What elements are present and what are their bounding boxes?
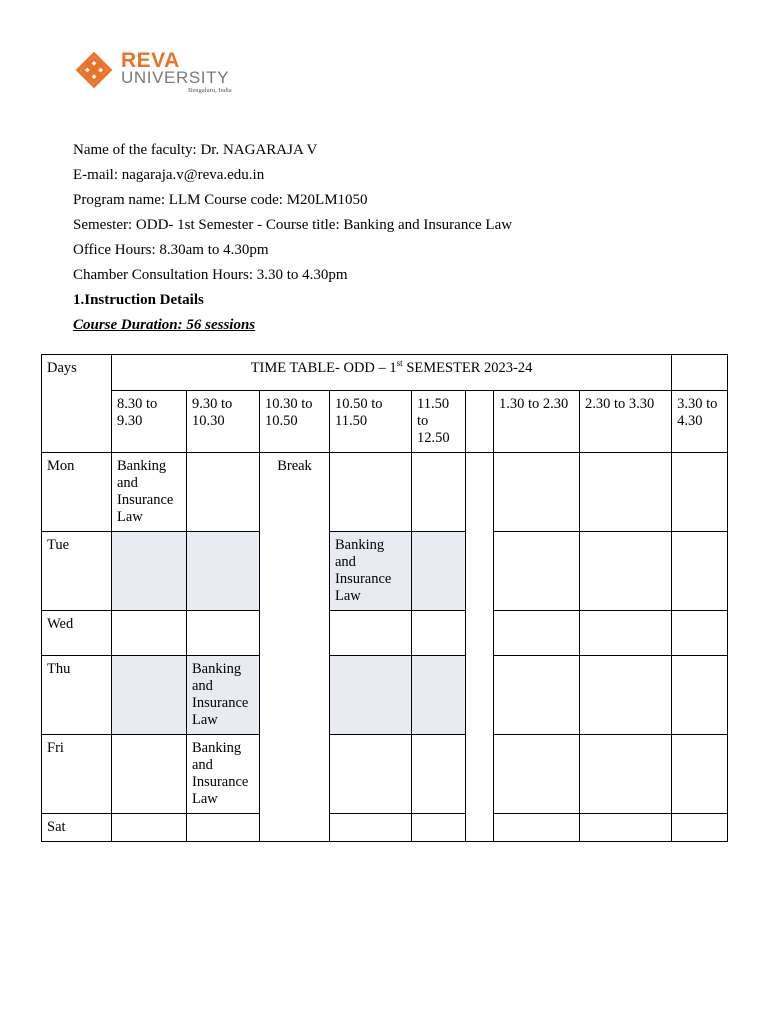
empty-cell (672, 735, 728, 814)
empty-cell (494, 611, 580, 656)
empty-cell (412, 735, 466, 814)
class-cell: Banking and Insurance Law (330, 532, 412, 611)
course-duration: Course Duration: 56 sessions (73, 317, 256, 333)
slot-header: 8.30 to 9.30 (112, 391, 187, 453)
empty-cell (330, 735, 412, 814)
day-label: Fri (42, 735, 112, 814)
day-label: Mon (42, 453, 112, 532)
slot-header: 2.30 to 3.30 (580, 391, 672, 453)
logo-subbrand: UNIVERSITY (121, 68, 230, 87)
slot-header (466, 391, 494, 453)
empty-cell (412, 453, 466, 532)
logo-brand: REVA (121, 49, 180, 72)
program-name: Program name: LLM Course code: M20LM1050 (73, 192, 368, 208)
day-row-mon (42, 453, 728, 532)
reva-knot-icon (76, 52, 112, 88)
semester-line: Semester: ODD- 1st Semester - Course title: Banking and Insurance Law (73, 217, 513, 233)
logo-location: Bengaluru, India (188, 87, 232, 94)
empty-cell (672, 532, 728, 611)
days-header: Days (42, 355, 112, 453)
empty-cell (330, 611, 412, 656)
empty-cell (580, 735, 672, 814)
gap-column (466, 453, 494, 842)
slot-header: 10.30 to 10.50 (260, 391, 330, 453)
empty-cell (187, 453, 260, 532)
empty-cell (112, 735, 187, 814)
title-empty-cell (672, 355, 728, 391)
timetable-title-row (42, 355, 728, 391)
break-cell: Break (260, 453, 330, 842)
empty-cell (580, 814, 672, 842)
empty-cell (672, 656, 728, 735)
empty-cell (494, 453, 580, 532)
empty-cell (412, 814, 466, 842)
day-row-wed (42, 611, 728, 656)
class-cell: Banking and Insurance Law (187, 656, 260, 735)
empty-cell (187, 611, 260, 656)
section-heading: 1.Instruction Details (73, 292, 204, 308)
slot-header: 1.30 to 2.30 (494, 391, 580, 453)
timetable-title (112, 355, 672, 391)
empty-cell (187, 532, 260, 611)
class-cell: Banking and Insurance Law (187, 735, 260, 814)
empty-cell (330, 814, 412, 842)
empty-cell (580, 611, 672, 656)
slot-header: 3.30 to 4.30 (672, 391, 728, 453)
day-row-thu (42, 656, 728, 735)
slot-header: 10.50 to 11.50 (330, 391, 412, 453)
empty-cell (330, 656, 412, 735)
faculty-name: Name of the faculty: Dr. NAGARAJA V (73, 142, 318, 158)
day-row-tue (42, 532, 728, 611)
empty-cell (672, 814, 728, 842)
day-label: Sat (42, 814, 112, 842)
office-hours: Office Hours: 8.30am to 4.30pm (73, 242, 269, 258)
empty-cell (580, 532, 672, 611)
day-label: Thu (42, 656, 112, 735)
empty-cell (112, 611, 187, 656)
day-row-fri (42, 735, 728, 814)
empty-cell (412, 656, 466, 735)
empty-cell (580, 453, 672, 532)
empty-cell (412, 611, 466, 656)
day-row-sat (42, 814, 728, 842)
empty-cell (112, 814, 187, 842)
day-label: Tue (42, 532, 112, 611)
empty-cell (494, 532, 580, 611)
reva-university-logo (76, 50, 246, 96)
faculty-email: E-mail: nagaraja.v@reva.edu.in (73, 167, 265, 183)
class-cell: Banking and Insurance Law (112, 453, 187, 532)
empty-cell (672, 611, 728, 656)
title-main: TIME TABLE- ODD – 1 (250, 360, 397, 376)
slot-header: 9.30 to 10.30 (187, 391, 260, 453)
title-rest: SEMESTER 2023-24 (402, 360, 533, 376)
empty-cell (494, 814, 580, 842)
empty-cell (580, 656, 672, 735)
empty-cell (112, 532, 187, 611)
day-label: Wed (42, 611, 112, 656)
chamber-hours: Chamber Consultation Hours: 3.30 to 4.30pm (73, 267, 348, 283)
slot-header-row (42, 391, 728, 453)
empty-cell (672, 453, 728, 532)
empty-cell (494, 656, 580, 735)
timetable (41, 354, 728, 842)
title-superscript: st (396, 358, 403, 369)
slot-header: 11.50 to 12.50 (412, 391, 466, 453)
empty-cell (330, 453, 412, 532)
empty-cell (412, 532, 466, 611)
empty-cell (187, 814, 260, 842)
empty-cell (112, 656, 187, 735)
course-info (73, 138, 512, 338)
empty-cell (494, 735, 580, 814)
